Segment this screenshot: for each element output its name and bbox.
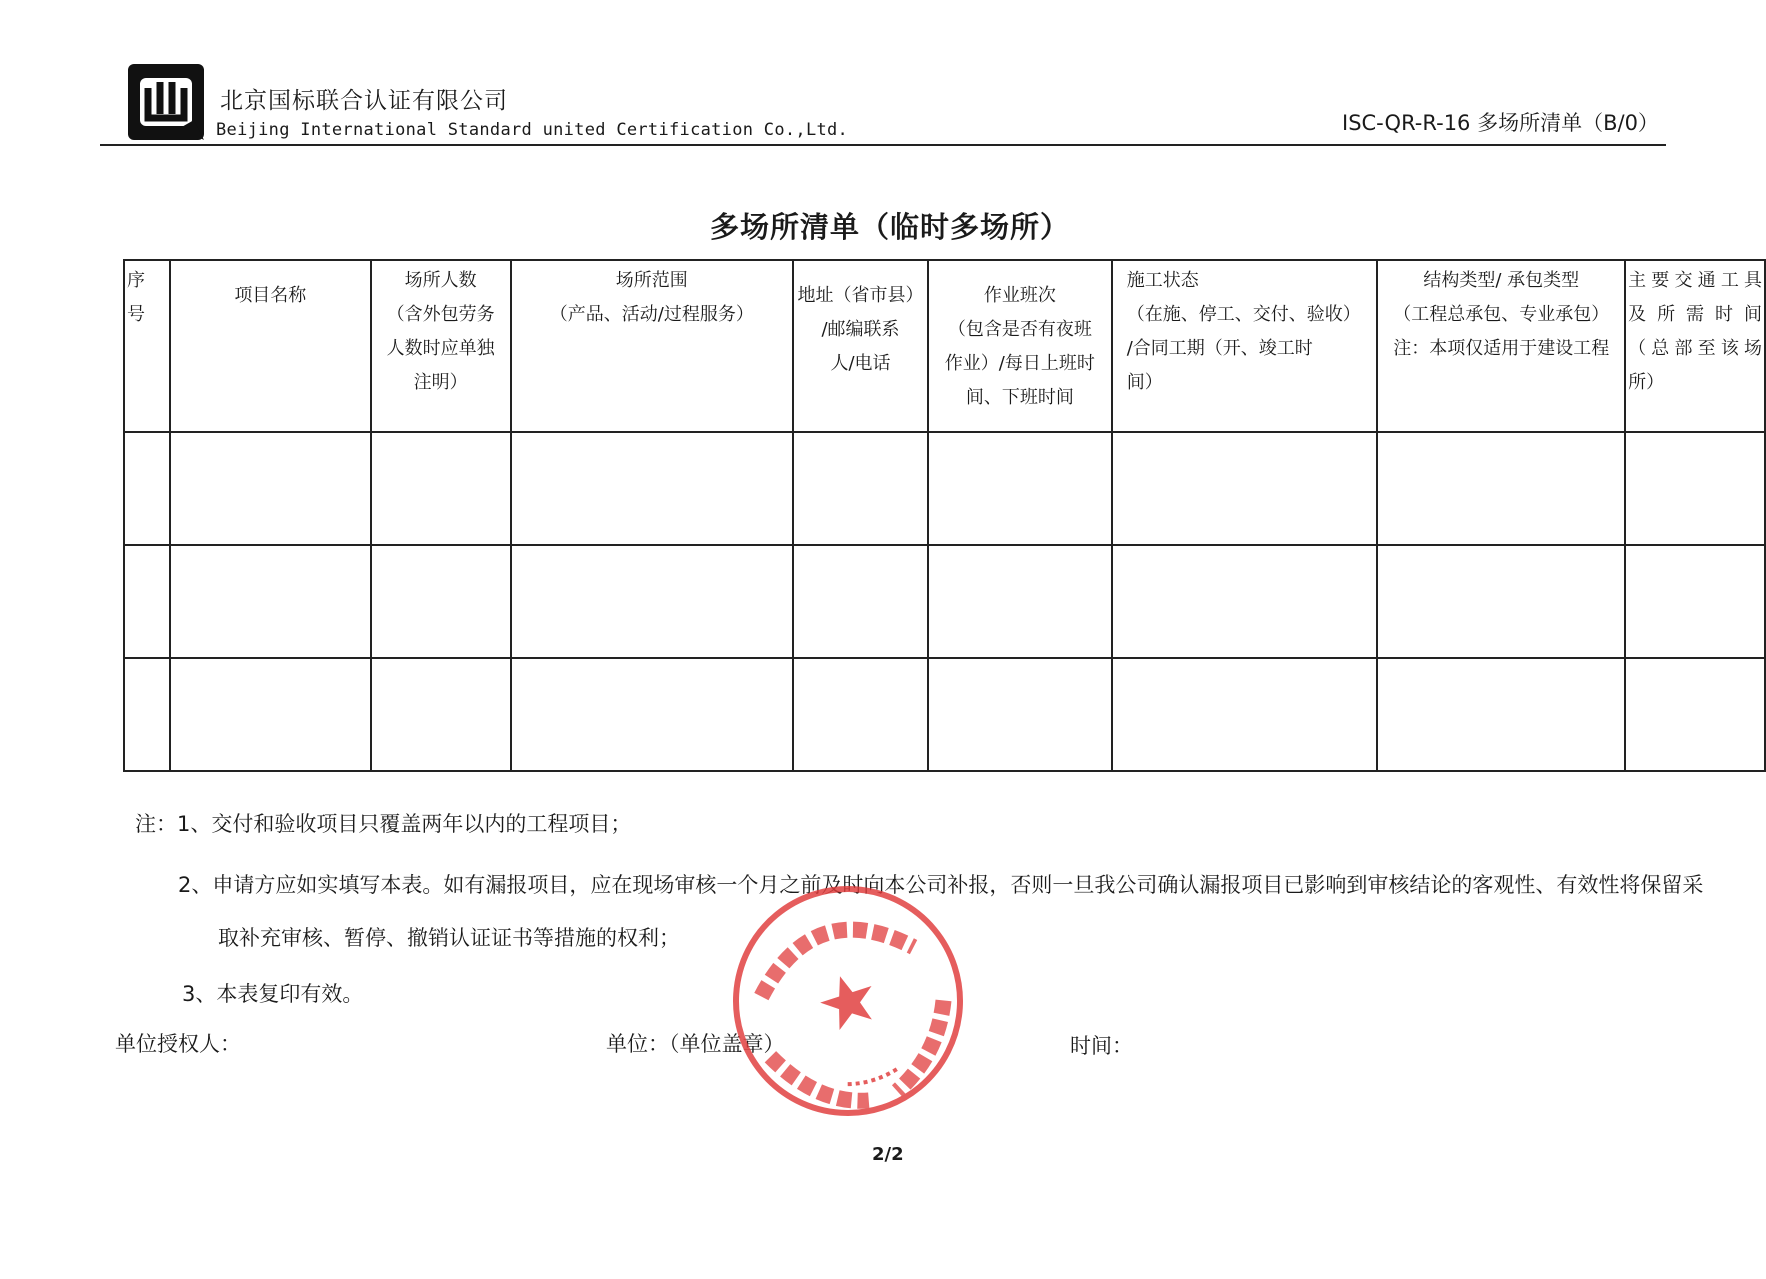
table-row xyxy=(124,658,1765,771)
header-site-scope: 场所范围 （产品、活动/过程服务） xyxy=(511,260,794,432)
table-cell[interactable] xyxy=(1112,658,1378,771)
table-row xyxy=(124,545,1765,658)
table-cell[interactable] xyxy=(928,432,1112,545)
table-cell[interactable] xyxy=(1377,432,1625,545)
header-construction-status: 施工状态 （在施、停工、交付、验收） /合同工期（开、竣工时 间） xyxy=(1112,260,1378,432)
table-cell[interactable] xyxy=(371,432,511,545)
table-cell[interactable] xyxy=(1625,432,1765,545)
header-site-headcount: 场所人数 （含外包劳务 人数时应单独 注明） xyxy=(371,260,511,432)
table-header-row xyxy=(124,260,1765,432)
table-cell[interactable] xyxy=(124,545,170,658)
table-cell[interactable] xyxy=(170,545,371,658)
table-cell[interactable] xyxy=(371,545,511,658)
table-cell[interactable] xyxy=(793,658,928,771)
table-cell[interactable] xyxy=(124,658,170,771)
note-1: 注：1、交付和验收项目只覆盖两年以内的工程项目； xyxy=(135,812,632,836)
note-2-continued: 取补充审核、暂停、撤销认证证书等措施的权利； xyxy=(218,926,680,950)
note-3: 3、本表复印有效。 xyxy=(182,982,364,1006)
table-row xyxy=(124,432,1765,545)
company-name-cn: 北京国标联合认证有限公司 xyxy=(220,88,508,114)
header-work-shifts: 作业班次 （包含是否有夜班 作业）/每日上班时 间、下班时间 xyxy=(928,260,1112,432)
company-name-en: Beijing International Standard united Certification Co.,Ltd. xyxy=(216,120,849,140)
table-cell[interactable] xyxy=(1625,545,1765,658)
table-cell[interactable] xyxy=(1625,658,1765,771)
table-cell[interactable] xyxy=(928,545,1112,658)
note-2: 2、申请方应如实填写本表。如有漏报项目，应在现场审核一个月之前及时向本公司补报，否则一旦我公司确认漏报项目已影响到审核结论的客观性、有效性将保留采 xyxy=(178,873,1704,897)
time-label: 时间： xyxy=(1070,1034,1133,1058)
header-project-name: 项目名称 xyxy=(170,260,371,432)
table-cell[interactable] xyxy=(928,658,1112,771)
table-cell[interactable] xyxy=(793,545,928,658)
table-cell[interactable] xyxy=(170,658,371,771)
table-cell[interactable] xyxy=(1377,545,1625,658)
company-logo xyxy=(124,60,208,144)
header-serial-number: 序 号 xyxy=(124,260,170,432)
table-cell[interactable] xyxy=(511,658,794,771)
header-structure-contract-type: 结构类型/ 承包类型 （工程总承包、专业承包） 注：本项仅适用于建设工程 xyxy=(1377,260,1625,432)
table-cell[interactable] xyxy=(511,432,794,545)
header-divider xyxy=(100,144,1666,146)
table-cell[interactable] xyxy=(124,432,170,545)
table-cell[interactable] xyxy=(793,432,928,545)
header-address-contact: 地址（省市县） /邮编联系 人/电话 xyxy=(793,260,928,432)
table-cell[interactable] xyxy=(371,658,511,771)
table-cell[interactable] xyxy=(1112,545,1378,658)
authorized-person-label: 单位授权人： xyxy=(115,1032,241,1056)
table-cell[interactable] xyxy=(511,545,794,658)
table-cell[interactable] xyxy=(170,432,371,545)
unit-stamp-label: 单位：（单位盖章） xyxy=(606,1032,785,1056)
page-number: 2/2 xyxy=(872,1144,904,1165)
table-cell[interactable] xyxy=(1112,432,1378,545)
multi-site-table xyxy=(123,259,1766,772)
form-title: 多场所清单（临时多场所） xyxy=(710,210,1071,244)
document-code: ISC-QR-R-16 多场所清单（B/0） xyxy=(1342,111,1659,135)
company-seal-stamp xyxy=(727,880,969,1122)
table-cell[interactable] xyxy=(1377,658,1625,771)
header-transport: 主要交通工具 及所需时间 （总部至该场 所） xyxy=(1625,260,1765,432)
